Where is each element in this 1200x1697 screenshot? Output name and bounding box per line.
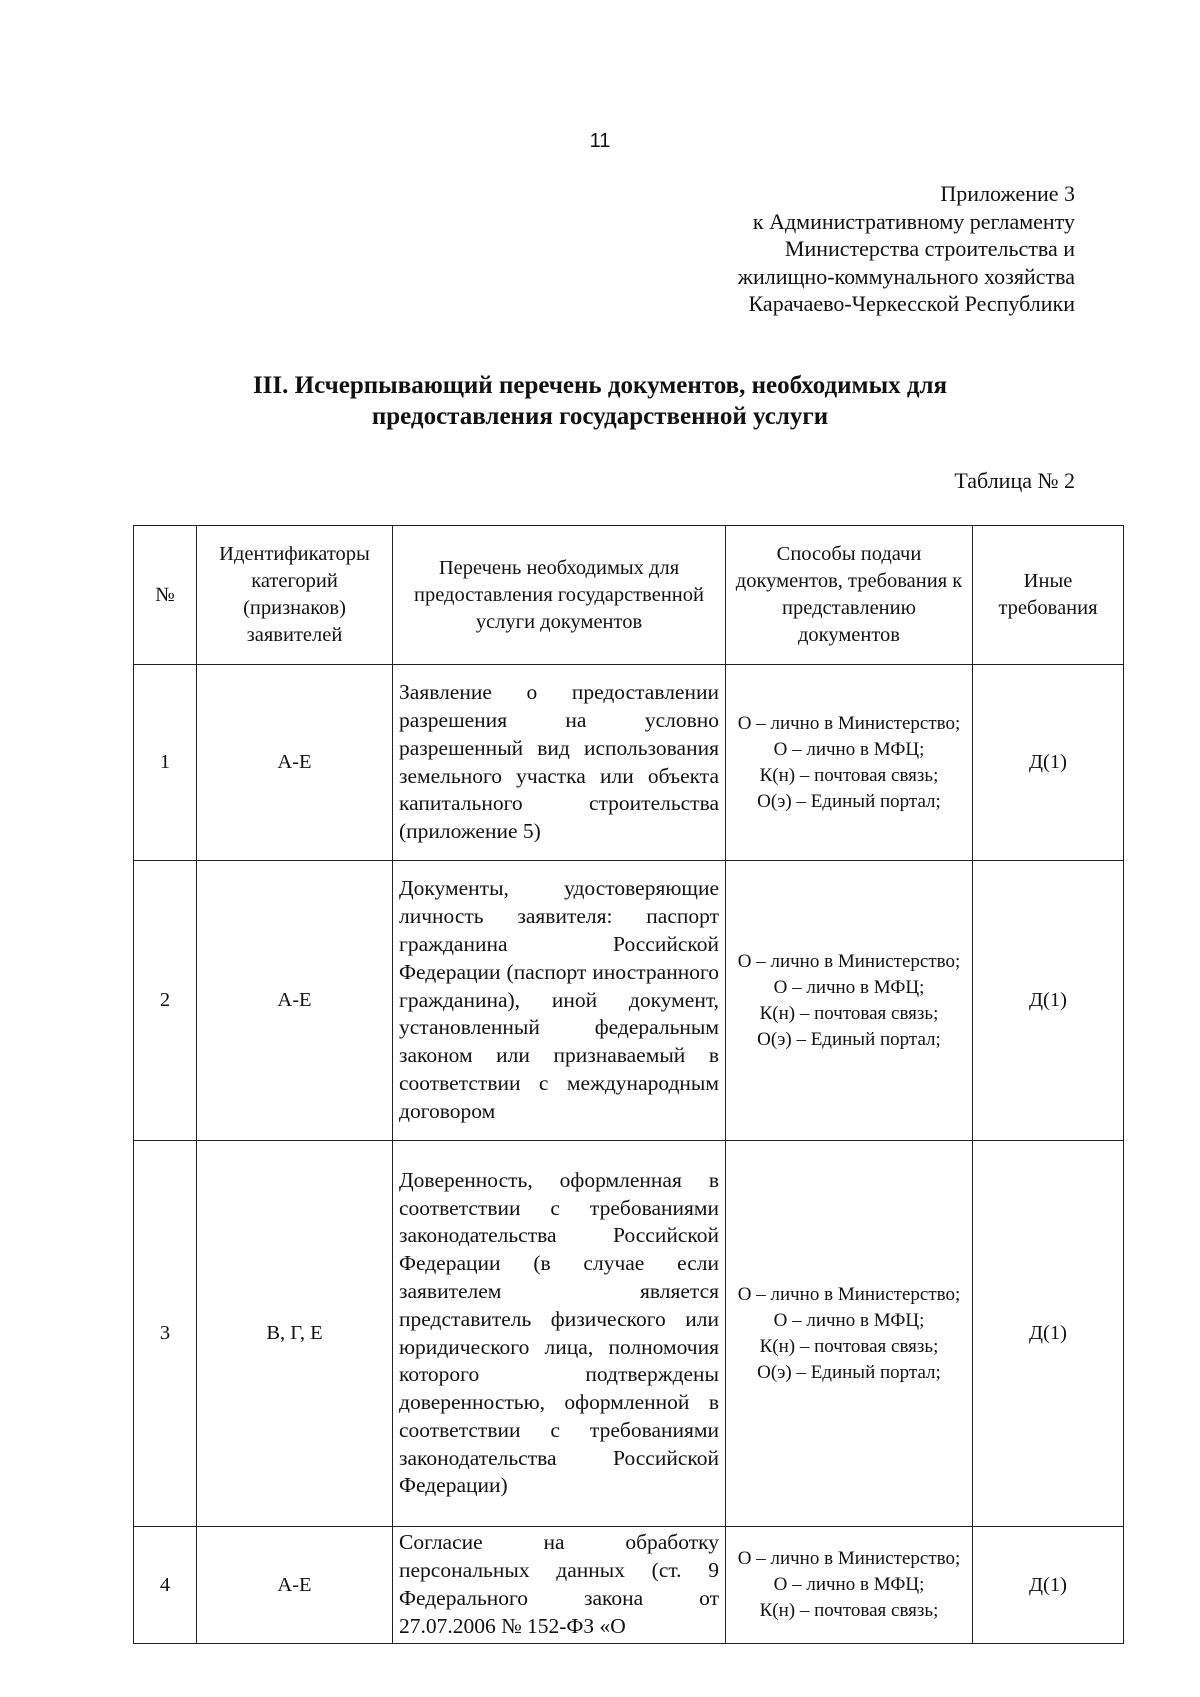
method-line: О – лично в Министерство; — [737, 1283, 961, 1305]
method-line: О(э) – Единый портал; — [757, 1028, 941, 1050]
method-line: О – лично в МФЦ; — [773, 1574, 925, 1595]
cell-methods — [726, 1141, 973, 1527]
documents-table — [133, 525, 1124, 1644]
header-other: Иные требования — [973, 526, 1124, 665]
table-header-row — [134, 526, 1124, 665]
method-line: О – лично в МФЦ; — [773, 1309, 925, 1331]
method-line: О – лично в МФЦ; — [773, 976, 925, 998]
method-line: К(н) – почтовая связь; — [759, 1600, 939, 1621]
section-title-line: предоставления государственной услуги — [371, 403, 829, 430]
header-num: № — [134, 526, 197, 665]
table-row — [134, 1527, 1124, 1644]
appendix-line: Министерства строительства и — [784, 236, 1075, 261]
cell-identifiers: А-Е — [197, 665, 393, 861]
cell-other: Д(1) — [973, 1141, 1124, 1527]
cell-identifiers: А-Е — [197, 861, 393, 1141]
appendix-line: жилищно-коммунального хозяйства — [737, 263, 1075, 289]
appendix-heading — [738, 180, 1075, 318]
method-line: К(н) – почтовая связь; — [759, 764, 939, 786]
cell-methods — [726, 665, 973, 861]
table-row — [134, 665, 1124, 861]
cell-num: 1 — [134, 665, 197, 861]
method-line: О – лично в Министерство; — [737, 712, 961, 734]
method-line: О(э) – Единый портал; — [757, 1361, 941, 1383]
appendix-line: Карачаево-Черкесской Республики — [748, 291, 1075, 316]
table-row — [134, 861, 1124, 1141]
cell-document: Заявление о предоставлении разрешения на условно разрешенный вид использования земельного участка или объекта капитального строительства (приложение 5) — [393, 665, 726, 861]
header-methods: Способы подачи документов, требования к представлению документов — [726, 526, 973, 665]
method-line: О – лично в Министерство; — [737, 1548, 961, 1569]
method-line: К(н) – почтовая связь; — [759, 1002, 939, 1024]
cell-document: Согласие на обработку персональных данных (ст. 9 Федерального закона от 27.07.2006 № 152-ФЗ «О — [393, 1527, 726, 1644]
appendix-line: Приложение 3 — [940, 181, 1075, 206]
cell-other: Д(1) — [973, 861, 1124, 1141]
cell-identifiers: В, Г, Е — [197, 1141, 393, 1527]
cell-document: Документы, удостоверяющие личность заявителя: паспорт гражданина Российской Федерации (паспорт иностранного гражданина), иной документ, установленный федеральным законом или признаваемый в соответствии с международным договором — [393, 861, 726, 1141]
cell-identifiers: А-Е — [197, 1527, 393, 1644]
method-line: К(н) – почтовая связь; — [759, 1335, 939, 1357]
cell-methods — [726, 1527, 973, 1644]
cell-num: 4 — [134, 1527, 197, 1644]
cell-other: Д(1) — [973, 1527, 1124, 1644]
cell-document: Доверенность, оформленная в соответствии с требованиями законодательства Российской Федерации (в случае если заявителем является представитель физического или юридического лица, полномочия которого подтверждены доверенностью, оформленной в соответствии с требованиями законодательства Российской Федерации) — [393, 1141, 726, 1527]
cell-num: 3 — [134, 1141, 197, 1527]
table-label: Таблица № 2 — [954, 468, 1075, 493]
section-title-line: III. Исчерпывающий перечень документов, необходимых для — [252, 372, 948, 399]
cell-other: Д(1) — [973, 665, 1124, 861]
method-line: О(э) – Единый портал; — [757, 790, 941, 812]
header-identifiers: Идентификаторы категорий (признаков) заявителей — [197, 526, 393, 665]
section-title — [100, 370, 1100, 432]
header-documents: Перечень необходимых для предоставления государственной услуги документов — [393, 526, 726, 665]
cell-num: 2 — [134, 861, 197, 1141]
cell-methods — [726, 861, 973, 1141]
method-line: О – лично в Министерство; — [737, 950, 961, 972]
page-number: 11 — [589, 130, 611, 152]
method-line: О – лично в МФЦ; — [773, 738, 925, 760]
table-row — [134, 1141, 1124, 1527]
appendix-line: к Административному регламенту — [752, 208, 1075, 234]
